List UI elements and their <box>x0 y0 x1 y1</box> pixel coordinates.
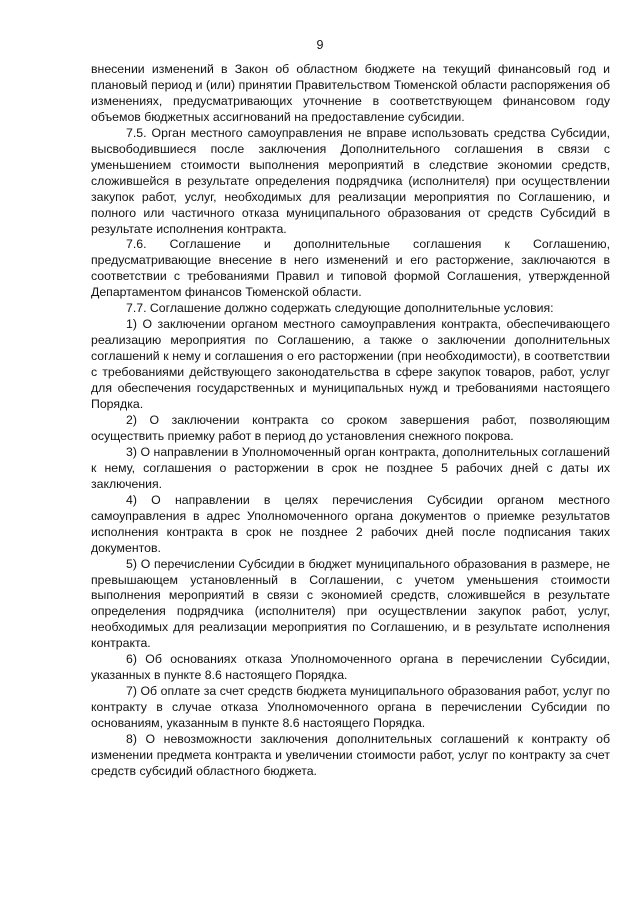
document-body <box>91 62 610 780</box>
page-number: 9 <box>316 38 324 52</box>
list-item-5: 5) О перечислении Субсидии в бюджет муниципального образования в размере, не превышающем установленный в Соглашении, с учетом уменьшения стоимости выполнения мероприятий в связи с экономией средств, сложившейся в результате определения подрядчика (исполнителя) при осуществлении закупок работ, услуг, необходимых для реализации мероприятия по Соглашению, и в результате исполнения контракта. <box>91 556 610 651</box>
paragraph-7-7: 7.7. Соглашение должно содержать следующие дополнительные условия: <box>126 301 554 316</box>
list-item-4: 4) О направлении в целях перечисления Субсидии органом местного самоуправления в адрес Уполномоченного органа документов о приемке результатов исполнения контракта в срок не позднее 2 рабочих дней после подписания таких документов. <box>91 492 610 555</box>
list-item-6: 6) Об основаниях отказа Уполномоченного органа в перечислении Субсидии, указанных в пункте 8.6 настоящего Порядка. <box>91 652 610 683</box>
list-item-7: 7) Об оплате за счет средств бюджета муниципального образования работ, услуг по контракту в случае отказа Уполномоченного органа в перечислении Субсидии по основаниям, указанным в пункте 8.6 настоящего Порядка. <box>91 684 610 731</box>
list-item-8: 8) О невозможности заключения дополнительных соглашений к контракту об изменении предмета контракта и увеличении стоимости работ, услуг по контракту за счет средств субсидий областного бюджета. <box>91 732 610 778</box>
paragraph-7-5: 7.5. Орган местного самоуправления не вправе использовать средства Субсидии, высвободившиеся после заключения Дополнительного соглашения в связи с уменьшением стоимости выполнения мероприятий в следствие экономии средств, сложившейся в результате определения подрядчика (исполнителя) при осуществлении закупок работ, услуг, необходимых для реализации мероприятия по Соглашению, и полного или частичного отказа муниципального образования от средств Субсидий в результате исполнения контракта. <box>91 125 610 236</box>
list-item-1: 1) О заключении органом местного самоуправления контракта, обеспечивающего реализацию мероприятия по Соглашению, а также о заключении дополнительных соглашений к нему и соглашения о его расторжении (при необходимости), в соответствии с требованиями действующего законодательства в сфере закупок товаров, работ, услуг для обеспечения государственных и муниципальных нужд и требованиями настоящего Порядка. <box>91 317 610 412</box>
paragraph-7-6: 7.6. Соглашение и дополнительные соглашения к Соглашению, предусматривающие внесение в него изменений и его расторжение, заключаются в соответствии с требованиями Правил и типовой формой Соглашения, утвержденной Департаментом финансов Тюменской области. <box>91 237 610 300</box>
paragraph-continuation: внесении изменений в Закон об областном бюджете на текущий финансовый год и плановый период и (или) принятии Правительством Тюменской области распоряжения об изменениях, предусматривающих уточнение в соответствующем финансовом году объемов бюджетных ассигнований на предоставление субсидии. <box>91 62 610 124</box>
list-item-2: 2) О заключении контракта со сроком завершения работ, позволяющим осуществить приемку работ в период до установления снежного покрова. <box>91 412 610 443</box>
list-item-3: 3) О направлении в Уполномоченный орган контракта, дополнительных соглашений к нему, соглашения о расторжении в срок не позднее 5 рабочих дней с даты их заключения. <box>91 444 610 491</box>
